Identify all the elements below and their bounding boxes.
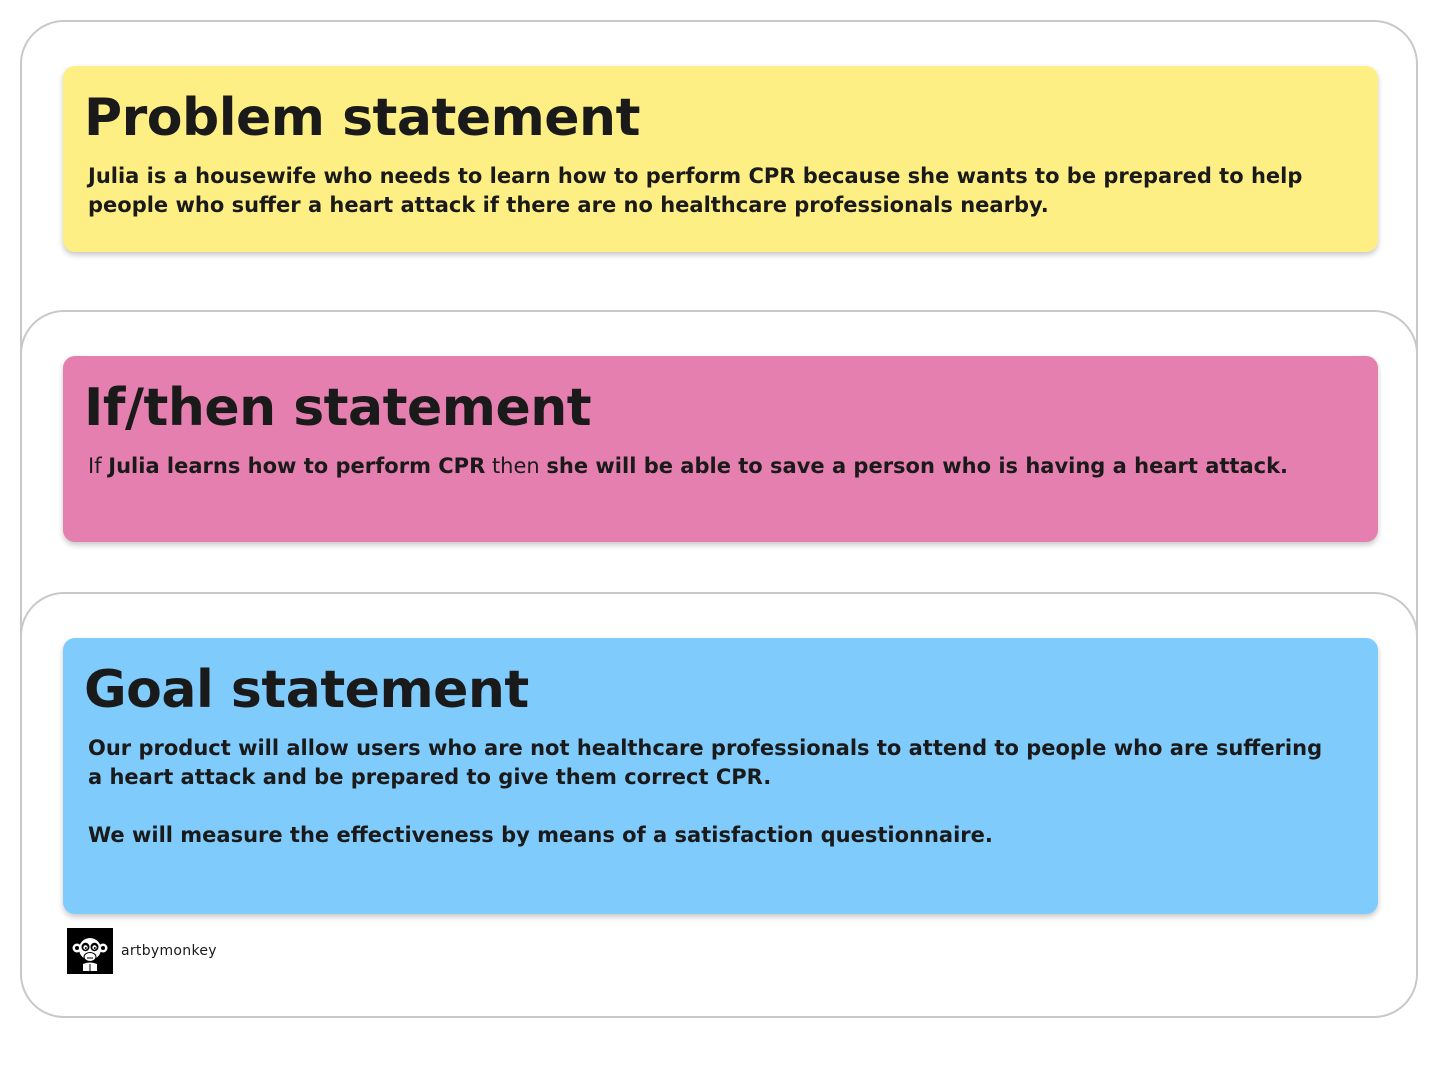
goal-statement-card xyxy=(63,638,1378,914)
then-clause: she will be able to save a person who is having a heart attack. xyxy=(546,454,1289,478)
goal-statement-body xyxy=(88,734,1338,850)
if-word: If xyxy=(88,454,102,478)
brand-name: artbymonkey xyxy=(121,943,217,959)
problem-statement-title: Problem statement xyxy=(84,88,640,148)
goal-paragraph-1: Our product will allow users who are not healthcare professionals to attend to people who are suffering a heart attack and be prepared to give them correct CPR. xyxy=(88,736,1323,789)
ifthen-statement-body xyxy=(88,452,1338,481)
ifthen-statement-title: If/then statement xyxy=(84,378,592,438)
problem-statement-body: Julia is a housewife who needs to learn how to perform CPR because she wants to be prepared to help people who suffer a heart attack if there are no healthcare professionals nearby. xyxy=(88,164,1303,217)
goal-paragraph-2: We will measure the effectiveness by means of a satisfaction questionnaire. xyxy=(88,823,993,847)
then-word: then xyxy=(491,454,540,478)
problem-statement-card xyxy=(63,66,1378,252)
monkey-logo-icon xyxy=(67,928,113,974)
brand xyxy=(67,928,217,974)
ifthen-statement-card xyxy=(63,356,1378,542)
if-clause: Julia learns how to perform CPR xyxy=(108,454,486,478)
goal-statement-title: Goal statement xyxy=(84,660,529,720)
